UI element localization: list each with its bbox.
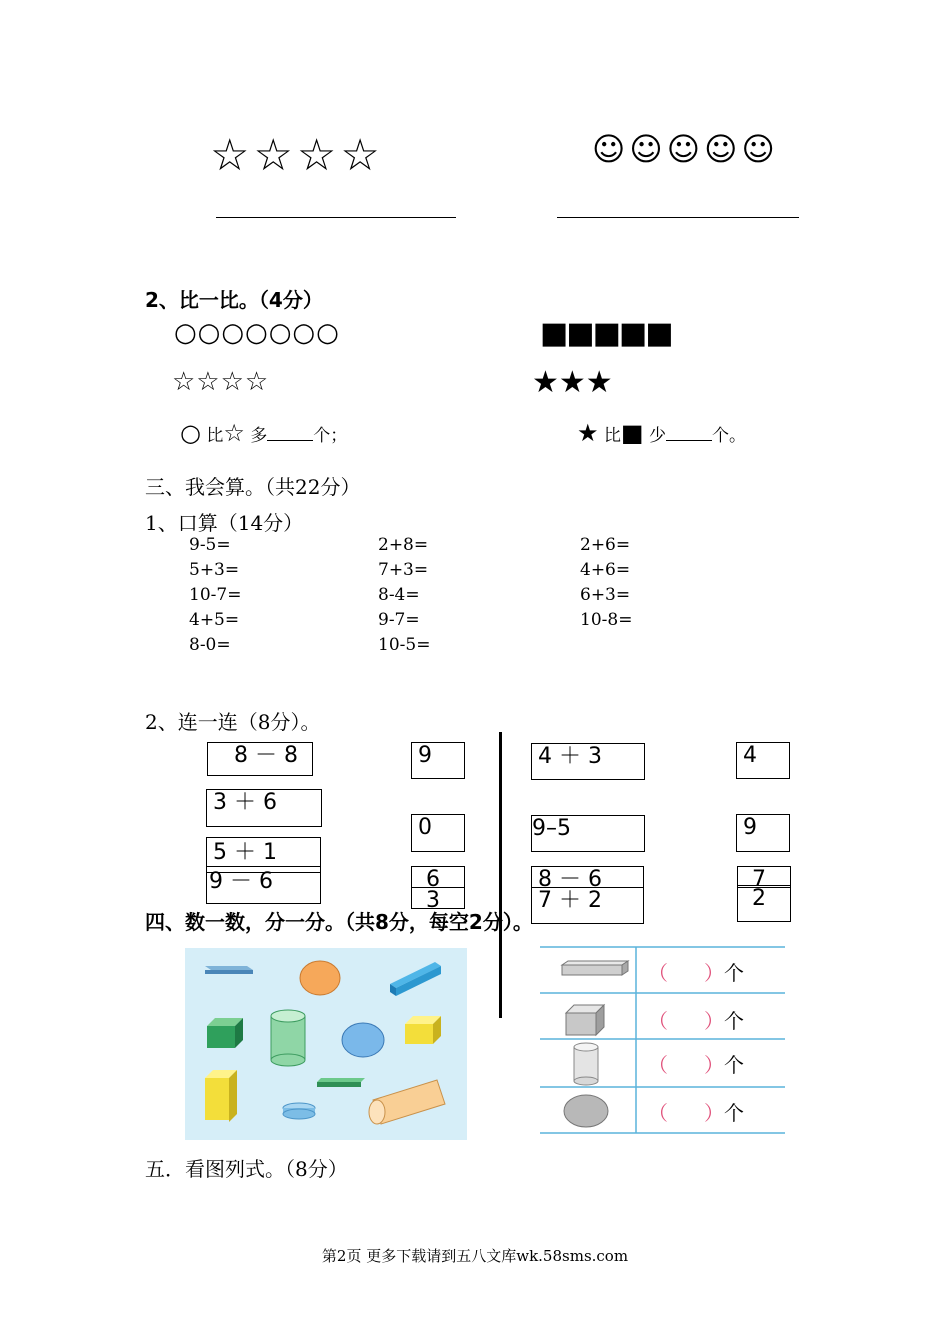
- math-col1-0: 9-5=: [189, 535, 231, 555]
- page-footer: 第2页 更多下载请到五八文库wk.58sms.com: [321, 1247, 629, 1265]
- math-col2-3: 9-7=: [378, 610, 420, 630]
- math-col2-4: 10-5=: [378, 635, 431, 655]
- left-expr-3[interactable]: 9 － 6: [206, 866, 321, 904]
- math-col2-2: 8-4=: [378, 585, 420, 605]
- black-square-icon: ■: [620, 419, 644, 447]
- left-answer-2[interactable]: 6: [411, 866, 465, 888]
- q2-title: 2、比一比。（4分）: [145, 288, 323, 312]
- shapes-panel: [185, 948, 467, 1140]
- circles-row: ○○○○○○○: [174, 318, 340, 348]
- right-answer-0[interactable]: 4: [736, 742, 790, 779]
- s3-title: 三、我会算。（共22分）: [145, 475, 361, 499]
- answer-line-right: [557, 217, 799, 218]
- right-answer-3[interactable]: 2: [737, 885, 791, 922]
- blank-more[interactable]: [267, 424, 313, 441]
- left-sentence: ○ 比☆ 多 个；: [180, 419, 348, 447]
- math-col3-1: 4+6=: [580, 560, 631, 580]
- top-stars: ☆☆☆☆: [210, 130, 384, 181]
- left-expr-1[interactable]: 3 ＋ 6: [206, 789, 322, 827]
- right-answer-2[interactable]: 7: [737, 866, 791, 888]
- count-row-0[interactable]: （ ）个: [648, 961, 744, 985]
- left-answer-0[interactable]: 9: [411, 742, 465, 779]
- right-expr-2[interactable]: 8 － 6: [531, 866, 644, 888]
- right-expr-0[interactable]: 4 ＋ 3: [531, 743, 645, 780]
- right-sentence: ★ 比■ 少 个。: [577, 419, 747, 447]
- blank-less[interactable]: [666, 424, 712, 441]
- math-col3-3: 10-8=: [580, 610, 633, 630]
- right-answer-1[interactable]: 9: [736, 814, 790, 852]
- math-col2-0: 2+8=: [378, 535, 429, 555]
- math-col1-4: 8-0=: [189, 635, 231, 655]
- star-icon: ☆: [223, 419, 245, 447]
- orange-ball-icon: [300, 961, 340, 995]
- math-col1-3: 4+5=: [189, 610, 240, 630]
- count-row-2[interactable]: （ ）个: [648, 1053, 744, 1077]
- left-expr-0[interactable]: 8 － 8: [207, 742, 313, 776]
- math-col3-0: 2+6=: [580, 535, 631, 555]
- math-col3-2: 6+3=: [580, 585, 631, 605]
- black-star-icon: ★: [577, 419, 599, 447]
- s5-title: 五．看图列式。（8分）: [145, 1157, 348, 1181]
- math-col1-2: 10-7=: [189, 585, 242, 605]
- stars-row: ☆☆☆☆: [172, 367, 270, 397]
- count-row-1[interactable]: （ ）个: [648, 1009, 744, 1033]
- left-expr-2[interactable]: 5 ＋ 1: [206, 837, 321, 873]
- count-table: [540, 945, 785, 1135]
- top-smileys: ☺☺☺☺☺: [592, 130, 779, 168]
- math-col2-1: 7+3=: [378, 560, 429, 580]
- connect-title: 2、连一连（8分）。: [145, 710, 321, 734]
- right-expr-3[interactable]: 7 ＋ 2: [531, 887, 644, 924]
- right-expr-1[interactable]: 9–5: [531, 815, 645, 852]
- count-row-3[interactable]: （ ）个: [648, 1101, 744, 1125]
- oral-title: 1、口算（14分）: [145, 511, 304, 535]
- math-col1-1: 5+3=: [189, 560, 240, 580]
- left-answer-3[interactable]: 3: [411, 887, 465, 909]
- s4-title: 四、数一数，分一分。（共8分，每空2分）。: [145, 910, 533, 934]
- circle-icon: ○: [180, 419, 201, 447]
- answer-line-left: [216, 217, 456, 218]
- black-stars-row: ★★★: [532, 365, 613, 400]
- flat-block-icon: [205, 966, 253, 970]
- shapes-illustration: [185, 948, 467, 1140]
- vertical-divider: [499, 732, 502, 1018]
- left-answer-1[interactable]: 0: [411, 814, 465, 852]
- squares-row: ■■■■■: [540, 316, 672, 351]
- small-flat-icon: [317, 1078, 365, 1082]
- blue-ball-icon: [342, 1023, 384, 1057]
- green-cylinder-icon: [271, 1016, 305, 1060]
